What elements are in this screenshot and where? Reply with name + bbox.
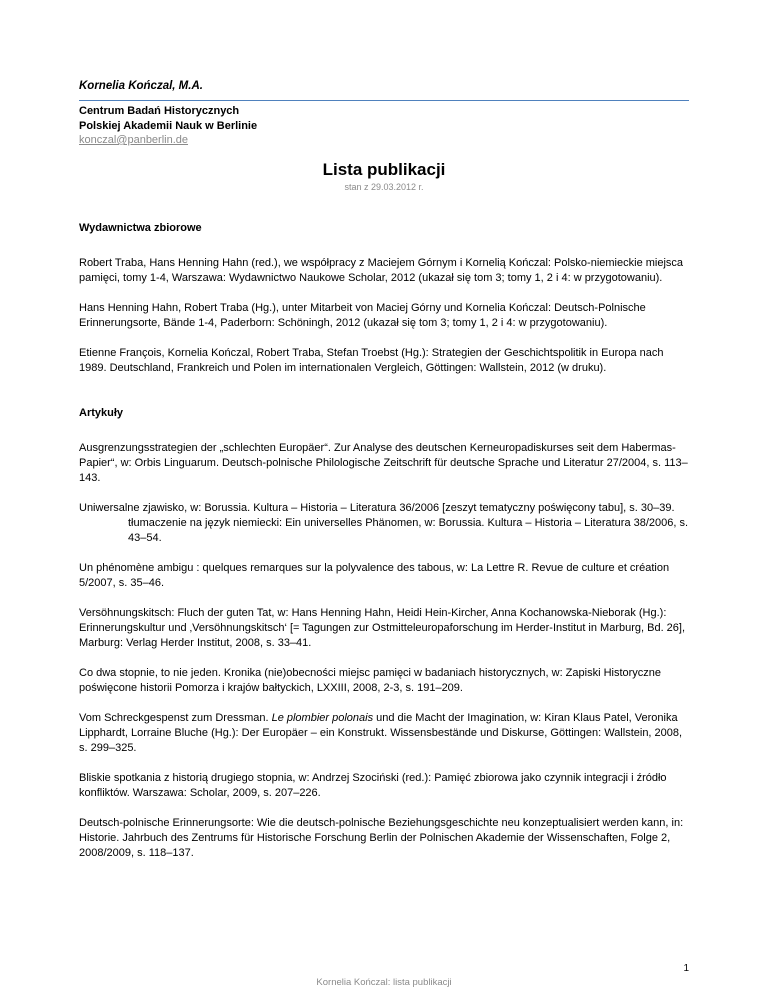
list-item: Co dwa stopnie, to nie jeden. Kronika (nie)obecności miejsc pamięci w badaniach historycznych, w: Zapiski Historyczne poświęcone historii Pomorza i krajów bałtyckich, LXXIII, 2008, 2-3, s. 191–209. bbox=[79, 667, 662, 694]
list-item bbox=[79, 711, 689, 756]
page-number: 1 bbox=[683, 963, 689, 974]
list-item: Robert Traba, Hans Henning Hahn (red.), we współpracy z Maciejem Górnym i Kornelią Kończal: Polsko-niemieckie miejsca pamięci, tomy 1-4, Warszawa: Wydawnictwo Naukowe Scholar, 2012 (ukazał się tom 3; tomy 1, 2 i 4: w przygotowaniu). bbox=[79, 257, 684, 284]
list-item: Hans Henning Hahn, Robert Traba (Hg.), unter Mitarbeit von Maciej Górny und Kornelia Kończal: Deutsch-Polnische Erinnerungsorte, Bände 1-4, Paderborn: Schöningh, 2012 (ukazał się tom 3; tomy 1, 2 i 4: w przygotowaniu). bbox=[79, 302, 646, 329]
affiliation-line-2: Polskiej Akademii Nauk w Berlinie bbox=[79, 120, 258, 132]
affiliation bbox=[79, 104, 257, 134]
header-rule bbox=[79, 100, 689, 101]
list-item: Uniwersalne zjawisko, w: Borussia. Kultura – Historia – Literatura 36/2006 [zeszyt tematyczny poświęcony tabu], s. 30–39. bbox=[79, 502, 675, 514]
page-subtitle: stan z 29.03.2012 r. bbox=[344, 182, 424, 192]
list-item-text: und die Macht der Imagination, w: Kiran Klaus Patel, Veronika Lipphardt, Lorraine Bluche (Hg.): Der Europäer – ein Konstrukt. Wissensbestände und Diskurse, Göttingen: Wallstein, 2008, s. 299–325. bbox=[79, 712, 683, 754]
section-heading-articles: Artykuły bbox=[79, 407, 124, 419]
list-item: Ausgrenzungsstrategien der „schlechten Europäer“. Zur Analyse des deutschen Kerneuropadiskurses seit dem Habermas-Papier“, w: Orbis Linguarum. Deutsch-polnische Philologische Zeitschrift für deutsche Sprache und Literatur 27/2004, s. 113–143. bbox=[79, 442, 688, 484]
section-heading-edited-volumes: Wydawnictwa zbiorowe bbox=[79, 222, 202, 234]
publication-list bbox=[79, 221, 689, 861]
list-item: Etienne François, Kornelia Kończal, Robert Traba, Stefan Troebst (Hg.): Strategien der Geschichtspolitik in Europa nach 1989. Deutschland, Frankreich und Polen im internationalen Vergleich, Göttingen: Wallstein, 2012 (w druku). bbox=[79, 347, 664, 374]
email-link[interactable]: konczal@panberlin.de bbox=[79, 134, 189, 146]
list-item: Bliskie spotkania z historią drugiego stopnia, w: Andrzej Szociński (red.): Pamięć zbiorowa jako czynnik integracji i źródło konfliktów. Warszawa: Scholar, 2009, s. 207–226. bbox=[79, 772, 667, 799]
page-title: Lista publikacji bbox=[322, 160, 446, 179]
page-footer: Kornelia Kończal: lista publikacji bbox=[316, 977, 452, 988]
list-item-text: Vom Schreckgespenst zum Dressman. bbox=[79, 712, 272, 724]
affiliation-line-1: Centrum Badań Historycznych bbox=[79, 105, 240, 117]
author-name: Kornelia Kończal, M.A. bbox=[79, 80, 203, 92]
list-item-italic-title: Le plombier polonais bbox=[271, 712, 374, 724]
list-item: Un phénomène ambigu : quelques remarques sur la polyvalence des tabous, w: La Lettre R. Revue de culture et création 5/2007, s. 35–46. bbox=[79, 562, 670, 589]
list-item: Versöhnungskitsch: Fluch der guten Tat, w: Hans Henning Hahn, Heidi Hein-Kircher, Anna Kochanowska-Nieborak (Hg.): Erinnerungskultur und ‚Versöhnungskitsch‘ [= Tagungen zur Ostmitteleuropaforschung im Herder-Institut in Marburg, Bd. 26], Marburg: Verlag Herder Institut, 2008, s. 33–41. bbox=[79, 607, 686, 649]
list-item-translation: tłumaczenie na język niemiecki: Ein universelles Phänomen, w: Borussia. Kultura – Historia – Literatura 38/2006, s. 43–54. bbox=[128, 517, 689, 544]
list-item: Deutsch-polnische Erinnerungsorte: Wie die deutsch-polnische Beziehungsgeschichte neu konzeptualisiert werden kann, in: Historie. Jahrbuch des Zentrums für Historische Forschung Berlin der Polnischen Akademie der Wissenschaften, Folge 2, 2008/2009, s. 118–137. bbox=[79, 817, 684, 859]
